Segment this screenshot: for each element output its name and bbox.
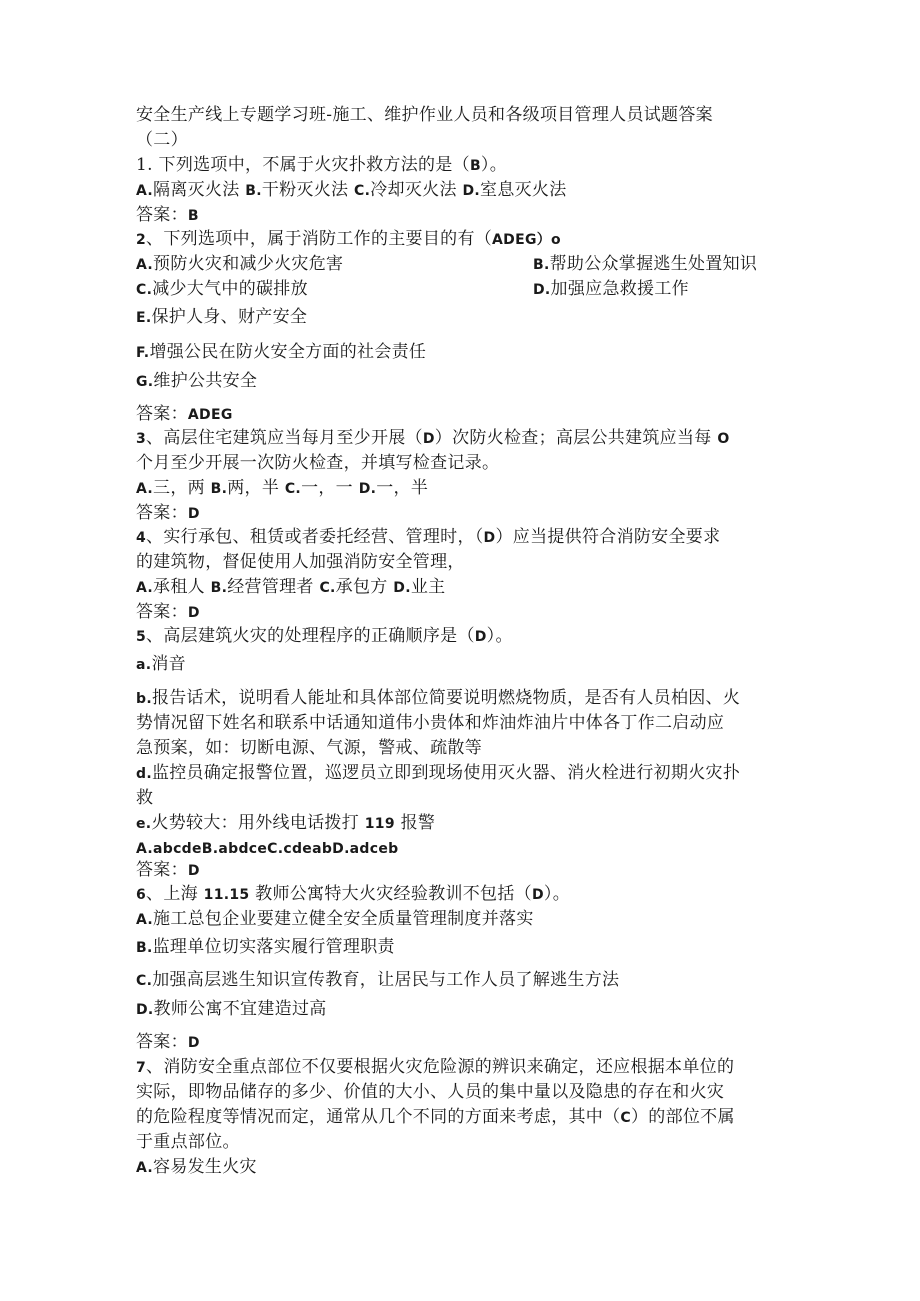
question-6: 6、上海 11.15 教师公寓特大火灾经验教训不包括（D）。 [136, 884, 570, 904]
question-3: 3、高层住宅建筑应当每月至少开展（D）次防火检查；高层公共建筑应当每 O [136, 428, 730, 448]
question-5-item-a: a.消音 [136, 654, 186, 674]
question-4-line-2: 的建筑物，督促使用人加强消防安全管理， [136, 552, 465, 572]
document-title: 安全生产线上专题学习班-施工、维护作业人员和各级项目管理人员试题答案 [136, 105, 713, 125]
question-5-item-b-line-2: 势情况留下姓名和联系中话通知道伟小贵体和炸油炸油片中体各丁作二启动应 [136, 713, 725, 733]
document-title-suffix: （二） [136, 130, 188, 150]
question-5: 5、高层建筑火灾的处理程序的正确顺序是（D）。 [136, 626, 513, 646]
question-3-answer: 答案：D [136, 503, 200, 523]
question-5-item-d-line-2: 救 [136, 788, 154, 808]
question-2-answer: 答案：ADEG [136, 404, 233, 424]
question-3-line-2: 个月至少开展一次防火检查，并填写检查记录。 [136, 453, 500, 473]
question-2-option-f: F.增强公民在防火安全方面的社会责任 [136, 342, 427, 362]
question-6-option-b: B.监理单位切实落实履行管理职责 [136, 937, 395, 957]
question-5-item-d: d.监控员确定报警位置，巡逻员立即到现场使用灭火器、消火栓进行初期火灾扑 [136, 763, 741, 783]
question-1-answer: 答案：B [136, 205, 199, 225]
question-2-option-g: G.维护公共安全 [136, 371, 258, 391]
question-2-option-e: E.保护人身、财产安全 [136, 307, 308, 327]
question-5-item-e: e.火势较大：用外线电话拨打 119 报警 [136, 813, 436, 833]
question-5-answer: 答案：D [136, 860, 200, 880]
question-5-item-b-line-3: 急预案，如：切断电源、气源，警戒、疏散等 [136, 738, 482, 758]
question-4: 4、实行承包、租赁或者委托经营、管理时，（D）应当提供符合消防安全要求 [136, 527, 721, 547]
question-4-options: A.承租人 B.经营管理者 C.承包方 D.业主 [136, 577, 446, 597]
question-6-option-a: A.施工总包企业要建立健全安全质量管理制度并落实 [136, 909, 534, 929]
question-5-item-b: b.报告话术，说明看人能址和具体部位简要说明燃烧物质，是否有人员柏因、火 [136, 688, 741, 708]
question-5-options: A.abcdeB.abdceC.cdeabD.adceb [136, 841, 399, 857]
question-4-answer: 答案：D [136, 602, 200, 622]
question-7-option-a: A.容易发生火灾 [136, 1157, 257, 1177]
question-7-line-4: 于重点部位。 [136, 1132, 240, 1152]
question-7-line-3: 的危险程度等情况而定，通常从几个不同的方面来考虑，其中（C）的部位不属 [136, 1107, 735, 1127]
question-3-options: A.三，两 B.两，半 C.一，一 D.一，半 [136, 478, 429, 498]
question-7: 7、消防安全重点部位不仅要根据火灾危险源的辨识来确定，还应根据本单位的 [136, 1057, 735, 1077]
question-1-options: A.隔离灭火法 B.干粉灭火法 C.冷却灭火法 D.室息灭火法 [136, 180, 567, 200]
document-page: 安全生产线上专题学习班-施工、维护作业人员和各级项目管理人员试题答案 （二） 1. 下列选项中，不属于火灾扑救方法的是（B）。 A.隔离灭火法 B.干粉灭火法 C.冷却灭火法 D.室息灭火法 答案：B 2、下列选项中，属于消防工作的主要目的有（ADEG）o A.预防火灾和减少火灾危害 B.帮助公众掌握逃生处置知识 C.减少大气中的碳排放 D.加强应急救援工作 E.保护人身、财产安全 F.增强公民在防火安全方面的社会责任 G.维护公共安全 答案：ADEG 3、高层住宅建筑应当每月至少开展（D）次防火检查；高层公共建筑应当每 O 个月至少开展一次防火检查，并填写检查记录。 A.三，两 B.两，半 C.一，一 D.一，半 答案：D 4、实行承包、租赁或者委托经营、管理时，（D）应当提供符合消防安全要求 的建筑物，督促使用人加强消防安全管理， A.承租人 B.经营管理者 C.承包方 D.业主 答案：D 5、高层建筑火灾的处理程序的正确顺序是（D）。 a.消音 b.报告话术，说明看人能址和具体部位简要说明燃烧物质，是否有人员柏因、火 势情况留下姓名和联系中话通知道伟小贵体和炸油炸油片中体各丁作二启动应 急预案，如：切断电源、气源，警戒、疏散等 d.监控员确定报警位置，巡逻员立即到现场使用灭火器、消火栓进行初期火灾扑 救 e.火势较大：用外线电话拨打 119 报警 A.abcdeB.abdceC.cdeabD.adceb 答案：D 6、上海 11.15 教师公寓特大火灾经验教训不包括（D）。 A.施工总包企业要建立健全安全质量管理制度并落实 B.监理单位切实落实履行管理职责 C.加强高层逃生知识宣传教育，让居民与工作人员了解逃生方法 D.教师公寓不宜建造过高 答案：D 7、消防安全重点部位不仅要根据火灾危险源的辨识来确定，还应根据本单位的 实际，即物品储存的多少、价值的大小、人员的集中量以及隐患的存在和火灾 的危险程度等情况而定，通常从几个不同的方面来考虑，其中（C）的部位不属 于重点部位。 A.容易发生火灾 [136, 105, 758, 1177]
question-6-answer: 答案：D [136, 1032, 200, 1052]
question-7-line-2: 实际，即物品储存的多少、价值的大小、人员的集中量以及隐患的存在和火灾 [136, 1082, 725, 1102]
question-1: 1. 下列选项中，不属于火灾扑救方法的是（B）。 [136, 155, 508, 175]
question-2: 2、下列选项中，属于消防工作的主要目的有（ADEG）o [136, 229, 561, 249]
question-6-option-c: C.加强高层逃生知识宣传教育，让居民与工作人员了解逃生方法 [136, 970, 620, 990]
question-6-option-d: D.教师公寓不宜建造过高 [136, 999, 327, 1019]
